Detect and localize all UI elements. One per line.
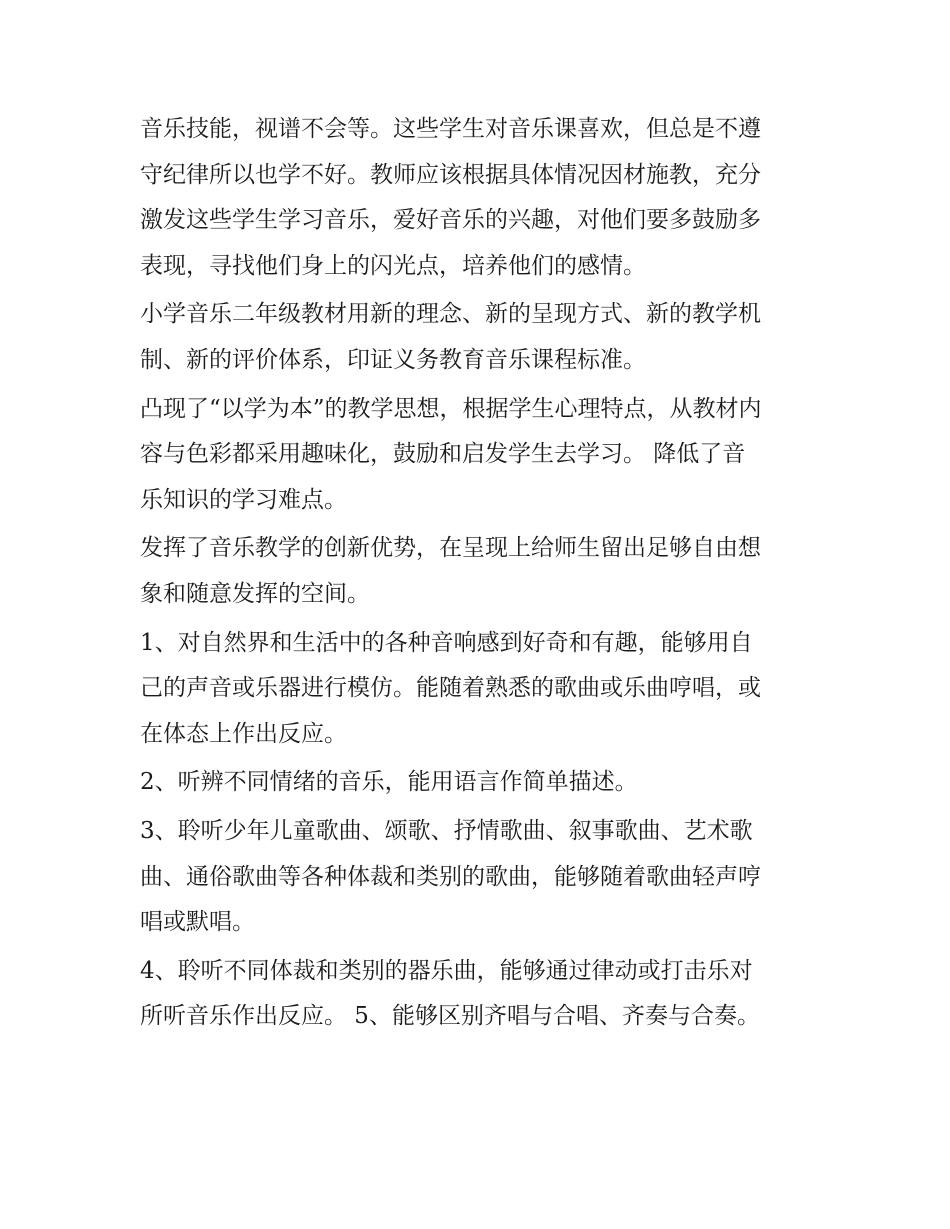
text-line: 音乐技能，视谱不会等。这些学生对音乐课喜欢，但总是不遵: [140, 116, 761, 142]
text-line: 2、听辨不同情绪的音乐，能用语言作简单描述。: [140, 769, 638, 796]
text-line: 发挥了音乐教学的创新优势，在呈现上给师生留出足够自由想: [140, 535, 761, 562]
document-page: [140, 107, 820, 1043]
text-line: 曲、通俗歌曲等各种体裁和类别的歌曲，能够随着歌曲轻声哼: [140, 863, 761, 890]
text-line: 1、对自然界和生活中的各种音响感到好奇和有趣，能够用自: [140, 629, 753, 656]
text-line: 守纪律所以也学不好。教师应该根据具体情况因材施教，充分: [140, 161, 761, 188]
text-line: 制、新的评价体系，印证义务教育音乐课程标准。: [140, 346, 646, 373]
list-item-1: [140, 621, 820, 758]
list-item-3: [140, 809, 820, 946]
list-item-2: [140, 760, 820, 806]
paragraph-1: [140, 107, 820, 289]
paragraph-4: [140, 526, 820, 617]
text-line: 表现，寻找他们身上的闪光点，培养他们的感情。: [140, 252, 646, 279]
list-item-4: [140, 949, 820, 1040]
text-line: 小学音乐二年级教材用新的理念、新的呈现方式、新的教学机: [140, 301, 761, 328]
text-line: 在体态上作出反应。: [140, 720, 347, 747]
text-line: 所听音乐作出反应。 5、能够区别齐唱与合唱、齐奏与合奏。: [140, 1003, 760, 1030]
text-line: 乐知识的学习难点。: [140, 486, 347, 513]
text-line: 容与色彩都采用趣味化，鼓励和启发学生去学习。 降低了音: [140, 441, 746, 468]
paragraph-3: [140, 387, 820, 524]
text-line: 3、聆听少年儿童歌曲、颂歌、抒情歌曲、叙事歌曲、艺术歌: [140, 817, 753, 844]
text-line: 凸现了“以学为本”的教学思想，根据学生心理特点，从教材内: [140, 395, 762, 422]
text-line: 激发这些学生学习音乐，爱好音乐的兴趣，对他们要多鼓励多: [140, 207, 761, 234]
paragraph-2: [140, 292, 820, 383]
text-line: 己的声音或乐器进行模仿。能随着熟悉的歌曲或乐曲哼唱，或: [140, 675, 761, 702]
text-line: 4、聆听不同体裁和类别的器乐曲，能够通过律动或打击乐对: [140, 957, 753, 984]
text-line: 象和随意发挥的空间。: [140, 580, 370, 607]
text-line: 唱或默唱。: [140, 909, 255, 936]
